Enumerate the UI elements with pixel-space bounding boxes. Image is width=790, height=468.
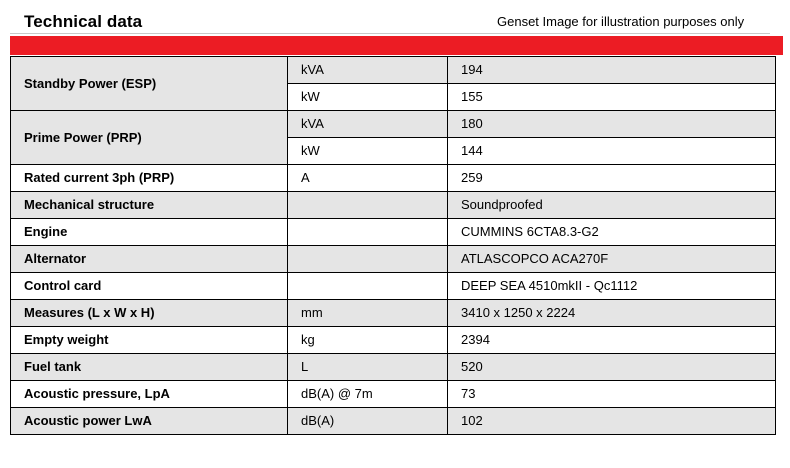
row-value: 73 bbox=[448, 381, 776, 408]
row-unit bbox=[288, 246, 448, 273]
row-unit: kVA bbox=[288, 57, 448, 84]
row-label: Mechanical structure bbox=[11, 192, 288, 219]
row-label: Acoustic power LwA bbox=[11, 408, 288, 435]
row-value: Soundproofed bbox=[448, 192, 776, 219]
row-value: 144 bbox=[448, 138, 776, 165]
row-label: Prime Power (PRP) bbox=[11, 111, 288, 165]
row-value: CUMMINS 6CTA8.3-G2 bbox=[448, 219, 776, 246]
row-unit: A bbox=[288, 165, 448, 192]
table-row bbox=[11, 111, 776, 138]
table-row bbox=[11, 273, 776, 300]
row-label: Empty weight bbox=[11, 327, 288, 354]
row-value: 102 bbox=[448, 408, 776, 435]
table-row bbox=[11, 327, 776, 354]
row-value: 180 bbox=[448, 111, 776, 138]
table-row bbox=[11, 219, 776, 246]
row-value: 520 bbox=[448, 354, 776, 381]
row-unit: L bbox=[288, 354, 448, 381]
table-row bbox=[11, 192, 776, 219]
table-row bbox=[11, 165, 776, 192]
row-value: 155 bbox=[448, 84, 776, 111]
row-unit: kVA bbox=[288, 111, 448, 138]
row-unit: kW bbox=[288, 84, 448, 111]
row-unit bbox=[288, 192, 448, 219]
row-value: 3410 x 1250 x 2224 bbox=[448, 300, 776, 327]
row-value: 2394 bbox=[448, 327, 776, 354]
table-row bbox=[11, 57, 776, 84]
row-label: Acoustic pressure, LpA bbox=[11, 381, 288, 408]
row-label: Rated current 3ph (PRP) bbox=[11, 165, 288, 192]
row-value: 194 bbox=[448, 57, 776, 84]
row-label: Alternator bbox=[11, 246, 288, 273]
accent-bar bbox=[10, 36, 783, 55]
table-row bbox=[11, 246, 776, 273]
row-unit: kW bbox=[288, 138, 448, 165]
row-value: 259 bbox=[448, 165, 776, 192]
row-label: Engine bbox=[11, 219, 288, 246]
page-title: Technical data bbox=[24, 12, 143, 31]
title-divider bbox=[10, 33, 770, 34]
row-unit bbox=[288, 273, 448, 300]
illustration-note: Genset Image for illustration purposes only bbox=[497, 14, 745, 29]
row-label: Fuel tank bbox=[11, 354, 288, 381]
row-label: Control card bbox=[11, 273, 288, 300]
row-label: Standby Power (ESP) bbox=[11, 57, 288, 111]
row-label: Measures (L x W x H) bbox=[11, 300, 288, 327]
row-unit: dB(A) @ 7m bbox=[288, 381, 448, 408]
row-unit: mm bbox=[288, 300, 448, 327]
row-unit bbox=[288, 219, 448, 246]
row-unit: dB(A) bbox=[288, 408, 448, 435]
row-unit: kg bbox=[288, 327, 448, 354]
table-row bbox=[11, 354, 776, 381]
row-value: ATLASCOPCO ACA270F bbox=[448, 246, 776, 273]
table-row bbox=[11, 300, 776, 327]
technical-data-table bbox=[10, 56, 776, 435]
table-row bbox=[11, 408, 776, 435]
table-row bbox=[11, 381, 776, 408]
row-value: DEEP SEA 4510mkII - Qc1112 bbox=[448, 273, 776, 300]
